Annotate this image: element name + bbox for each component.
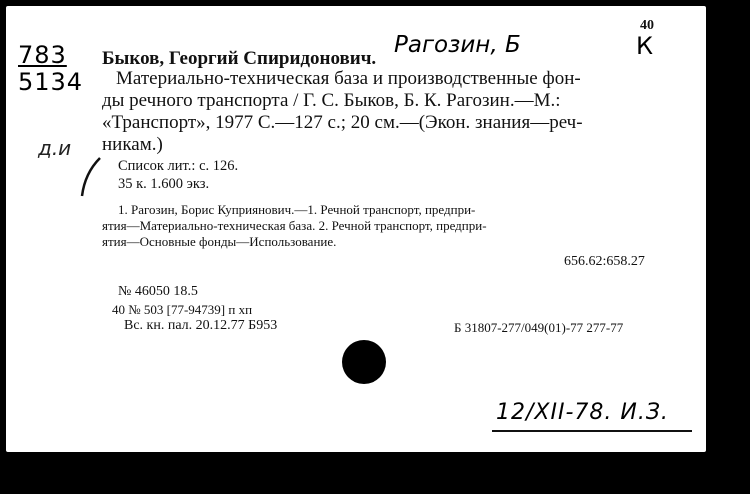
price-copies: 35 к. 1.600 экз.: [118, 176, 210, 192]
margin-note: д.и: [38, 136, 72, 160]
print-date: Вс. кн. пал. 20.12.77 Б953: [124, 318, 278, 333]
corner-number: 40: [640, 18, 654, 33]
corner-letter: К: [636, 32, 654, 60]
card-number: № 46050 18.5: [118, 284, 198, 299]
title-line-1: Материально-техническая база и производственные фон-: [116, 68, 581, 89]
handwritten-stroke: [78, 156, 104, 198]
bibliography-note: Список лит.: с. 126.: [118, 158, 239, 174]
punch-hole: [342, 340, 386, 384]
handwritten-call-number: [18, 42, 94, 112]
print-order: 40 № 503 [77-94739] п хп: [112, 302, 253, 317]
call-number-top: 783: [18, 41, 67, 69]
title-line-4: никам.): [102, 134, 163, 155]
call-number-bottom: 5134: [18, 68, 84, 96]
tracings-line-1: 1. Рагозин, Борис Куприянович.—1. Речной транспорт, предпри-: [118, 202, 476, 217]
coauthor-handwritten-note: Рагозин, Б: [394, 32, 521, 58]
price-code: Б 31807-277/049(01)-77 277-77: [454, 320, 624, 335]
author-heading: Быков, Георгий Спиридонович.: [102, 48, 377, 69]
title-line-2: ды речного транспорта / Г. С. Быков, Б. К. Рагозин.—М.:: [102, 90, 561, 111]
classification-number: 656.62:658.27: [564, 254, 645, 269]
tracings-line-2: ятия—Материально-техническая база. 2. Речной транспорт, предпри-: [102, 218, 487, 233]
title-line-3: «Транспорт», 1977 С.—127 с.; 20 см.—(Экон. знания—реч-: [102, 112, 583, 133]
catalog-card: [6, 6, 706, 452]
tracings-line-3: ятия—Основные фонды—Использование.: [102, 234, 337, 249]
date-underline: [492, 430, 692, 432]
received-date: 12/XII-78. И.З.: [496, 400, 669, 425]
